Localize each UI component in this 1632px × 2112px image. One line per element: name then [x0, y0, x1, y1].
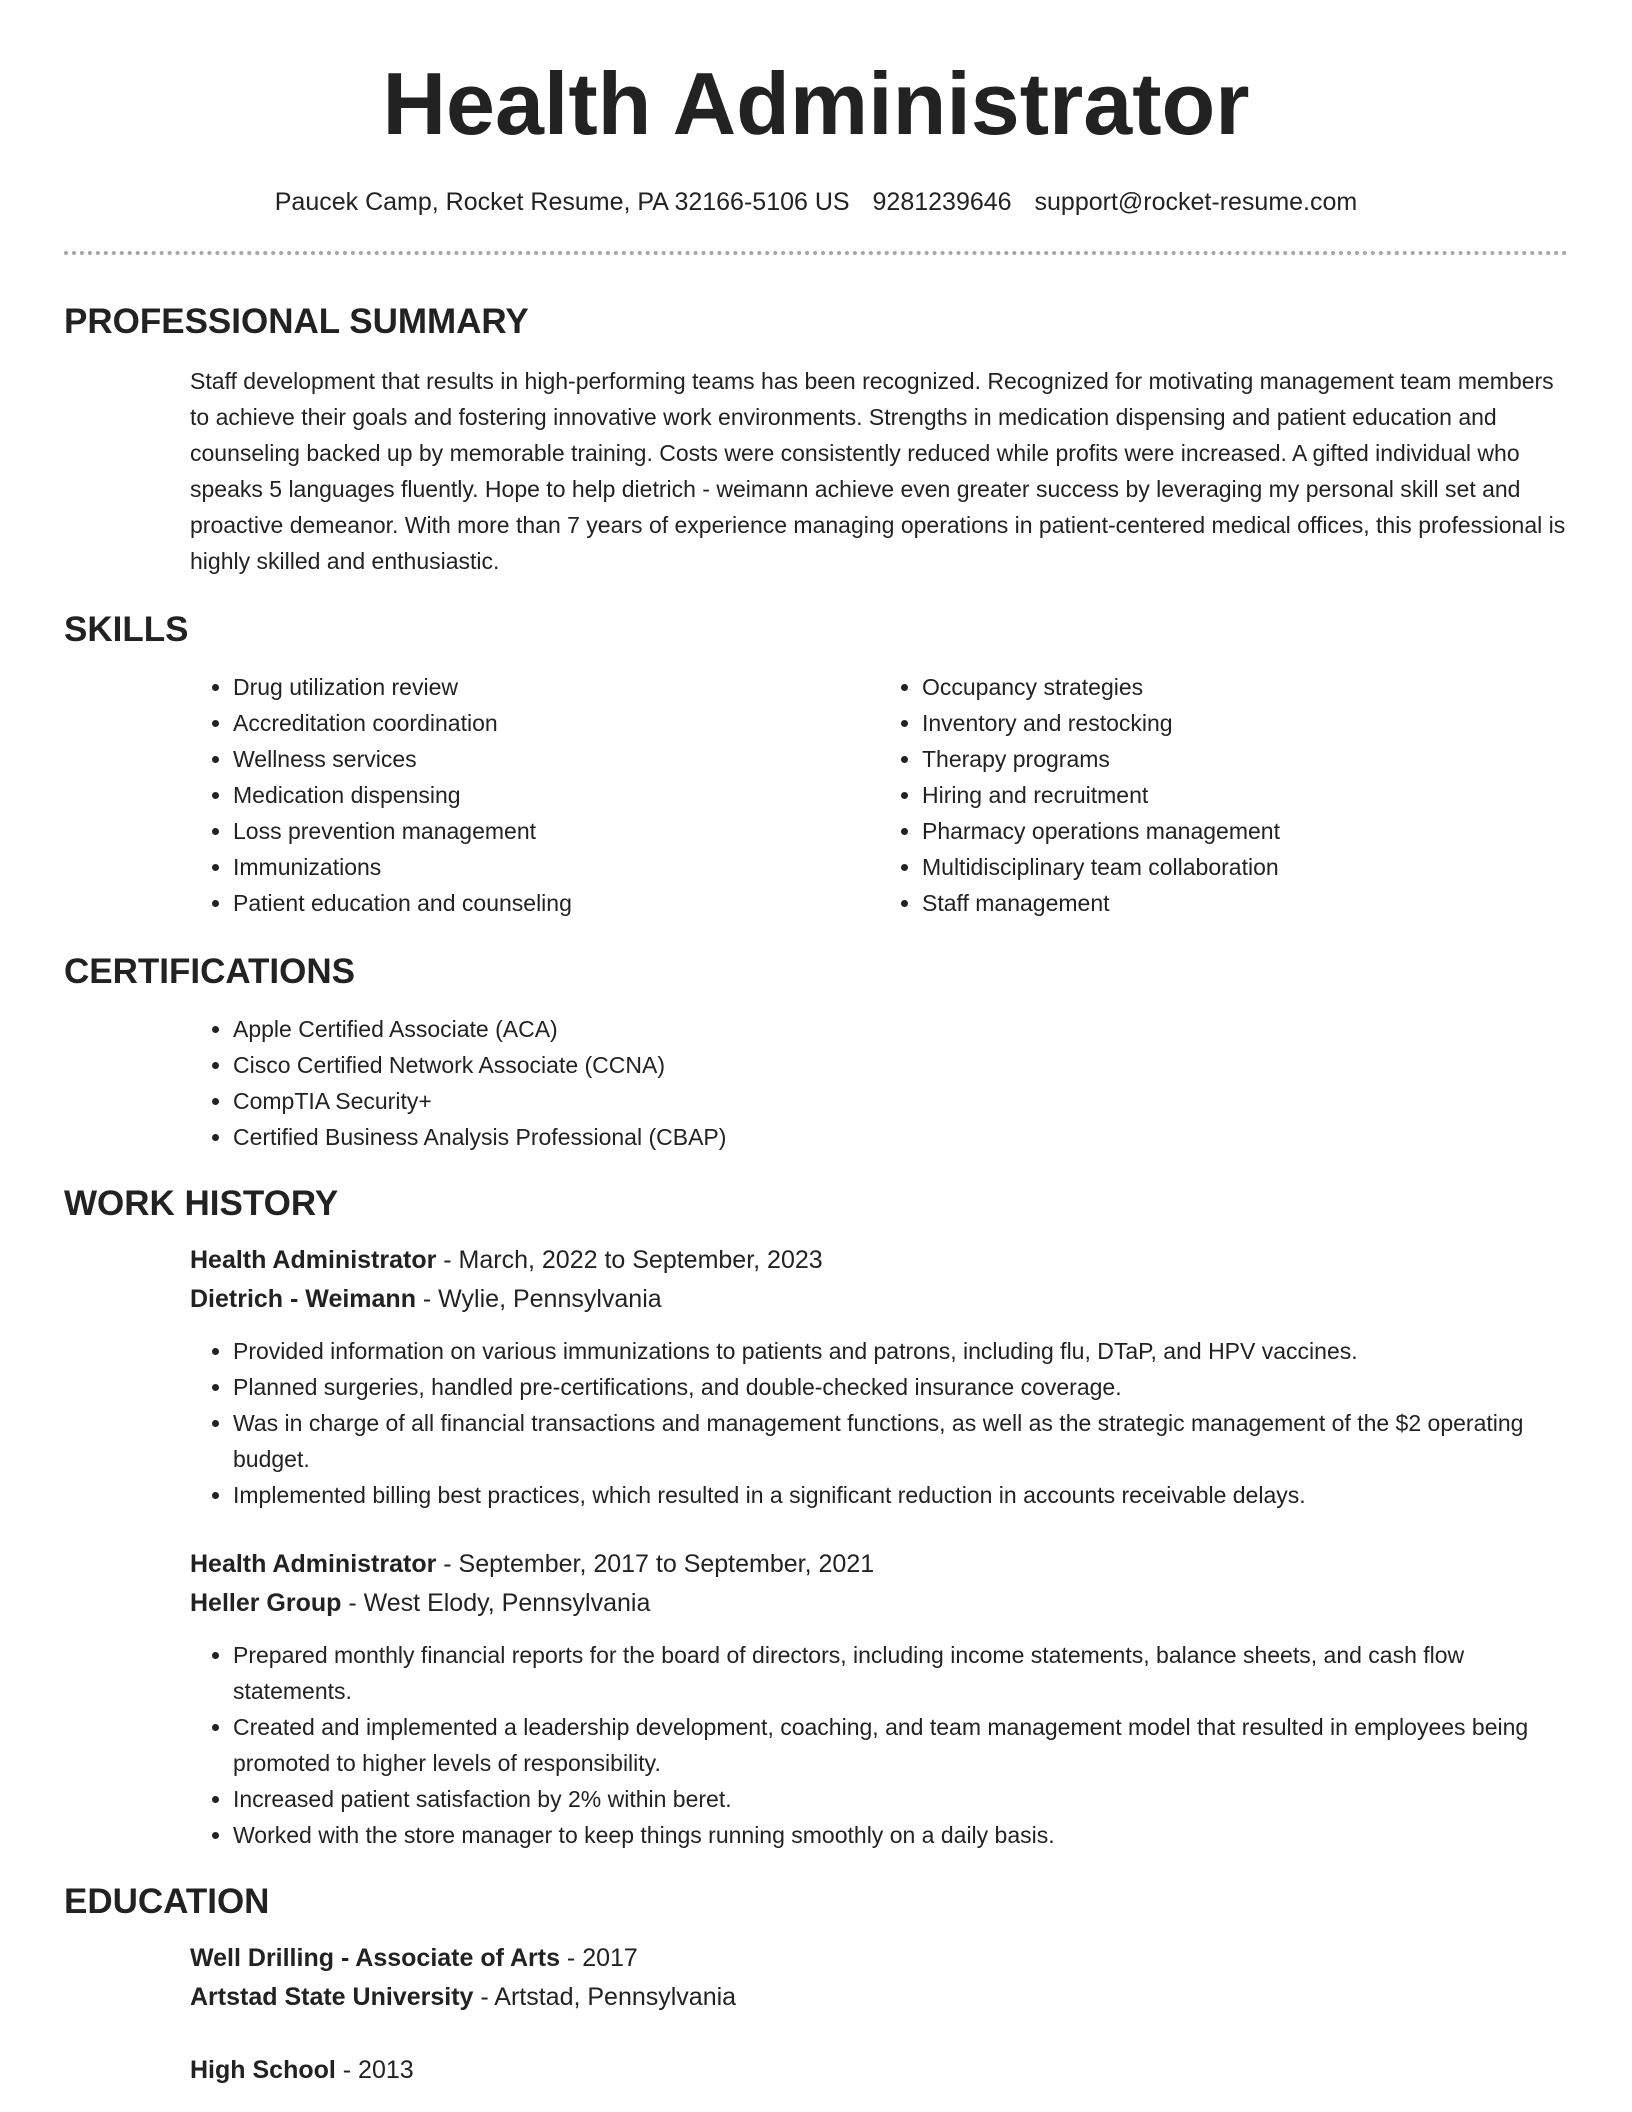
contact-email: support@rocket-resume.com [1034, 188, 1358, 216]
education-year: - 2013 [335, 2056, 414, 2084]
certifications-bullets [190, 1011, 1568, 1155]
job-entry [190, 1241, 1568, 1513]
certification-item: • Certified Business Analysis Professional (CBAP) [233, 1119, 1568, 1155]
skills-list [190, 669, 1568, 921]
skill-item: • Therapy programs [922, 741, 1568, 777]
job-role: Health Administrator [190, 1246, 437, 1274]
job-company: Heller Group [190, 1589, 342, 1617]
job-role: Health Administrator [190, 1550, 437, 1578]
job-bullet: • Worked with the store manager to keep things running smoothly on a daily basis. [233, 1817, 1568, 1853]
job-bullet: • Was in charge of all financial transactions and management functions, as well as the strategic management of the $2 operating budget. [233, 1405, 1568, 1477]
work-history-heading: WORK HISTORY [64, 1184, 339, 1223]
skills-column-left [190, 669, 879, 921]
resume-name: Health Administrator [382, 54, 1250, 153]
education-school: Artstad State University [190, 1983, 474, 2011]
skill-item: • Inventory and restocking [922, 705, 1568, 741]
education-entry [190, 2051, 1568, 2090]
skill-item: • Staff management [922, 885, 1568, 921]
skill-item: • Drug utilization review [233, 669, 879, 705]
contact-address: Paucek Camp, Rocket Resume, PA 32166-5106 US [274, 188, 850, 216]
skill-item: • Accreditation coordination [233, 705, 879, 741]
job-bullet: • Provided information on various immunizations to patients and patrons, including flu, DTaP, and HPV vaccines. [233, 1333, 1568, 1369]
summary-heading: PROFESSIONAL SUMMARY [64, 302, 529, 341]
skill-item: • Immunizations [233, 849, 879, 885]
job-bullet: • Implemented billing best practices, which resulted in a significant reduction in accounts receivable delays. [233, 1477, 1568, 1513]
job-title-line [190, 1545, 1568, 1584]
job-company-line [190, 1584, 1568, 1623]
certification-item: • Apple Certified Associate (ACA) [233, 1011, 1568, 1047]
job-title-line [190, 1241, 1568, 1280]
contact-phone: 9281239646 [872, 188, 1012, 216]
certifications-heading: CERTIFICATIONS [64, 952, 356, 991]
skill-item: • Occupancy strategies [922, 669, 1568, 705]
skill-item: • Multidisciplinary team collaboration [922, 849, 1568, 885]
education-heading: EDUCATION [64, 1882, 270, 1921]
skill-item: • Patient education and counseling [233, 885, 879, 921]
education-degree-line [190, 2051, 1568, 2090]
certifications-list [190, 1011, 1568, 1155]
skill-item: • Pharmacy operations management [922, 813, 1568, 849]
education-year: - 2017 [559, 1944, 638, 1972]
job-bullets [190, 1637, 1568, 1853]
summary-text: Staff development that results in high-performing teams has been recognized. Recognized for motivating management team members to achieve their goals and fostering innovative work environments. Strengths in medication dispensing and patient education and counseling backed up by memorable training. Costs were consistently reduced while profits were increased. A gifted individual who speaks 5 languages fluently. Hope to help dietrich - weimann achieve even greater success by leveraging my personal skill set and proactive demeanor. With more than 7 years of experience managing operations in patient-centered medical offices, this professional is highly skilled and enthusiastic. [190, 368, 1566, 574]
skills-column-right [879, 669, 1568, 921]
education-school-line [190, 1978, 1568, 2017]
contact-line [0, 188, 1632, 217]
job-dates: - March, 2022 to September, 2023 [436, 1246, 823, 1274]
education-degree: High School [190, 2056, 336, 2084]
certification-item: • CompTIA Security+ [233, 1083, 1568, 1119]
education-location: - Artstad, Pennsylvania [473, 1983, 737, 2011]
job-company-line [190, 1280, 1568, 1319]
skill-item: • Loss prevention management [233, 813, 879, 849]
job-dates: - September, 2017 to September, 2021 [436, 1550, 875, 1578]
skill-item: • Medication dispensing [233, 777, 879, 813]
job-location: - West Elody, Pennsylvania [341, 1589, 651, 1617]
job-bullet: • Prepared monthly financial reports for the board of directors, including income statements, balance sheets, and cash flow statements. [233, 1637, 1568, 1709]
job-bullet: • Increased patient satisfaction by 2% within beret. [233, 1781, 1568, 1817]
certification-item: • Cisco Certified Network Associate (CCNA) [233, 1047, 1568, 1083]
header-divider [64, 251, 1568, 255]
skill-item: • Hiring and recruitment [922, 777, 1568, 813]
skills-heading: SKILLS [64, 610, 189, 649]
job-location: - Wylie, Pennsylvania [415, 1285, 662, 1313]
education-degree: Well Drilling - Associate of Arts [190, 1944, 560, 1972]
job-bullets [190, 1333, 1568, 1513]
job-bullet: • Planned surgeries, handled pre-certifications, and double-checked insurance coverage. [233, 1369, 1568, 1405]
job-bullet: • Created and implemented a leadership development, coaching, and team management model that resulted in employees being promoted to higher levels of responsibility. [233, 1709, 1568, 1781]
education-entry [190, 1939, 1568, 2017]
skill-item: • Wellness services [233, 741, 879, 777]
job-company: Dietrich - Weimann [190, 1285, 416, 1313]
job-entry [190, 1545, 1568, 1853]
education-degree-line [190, 1939, 1568, 1978]
